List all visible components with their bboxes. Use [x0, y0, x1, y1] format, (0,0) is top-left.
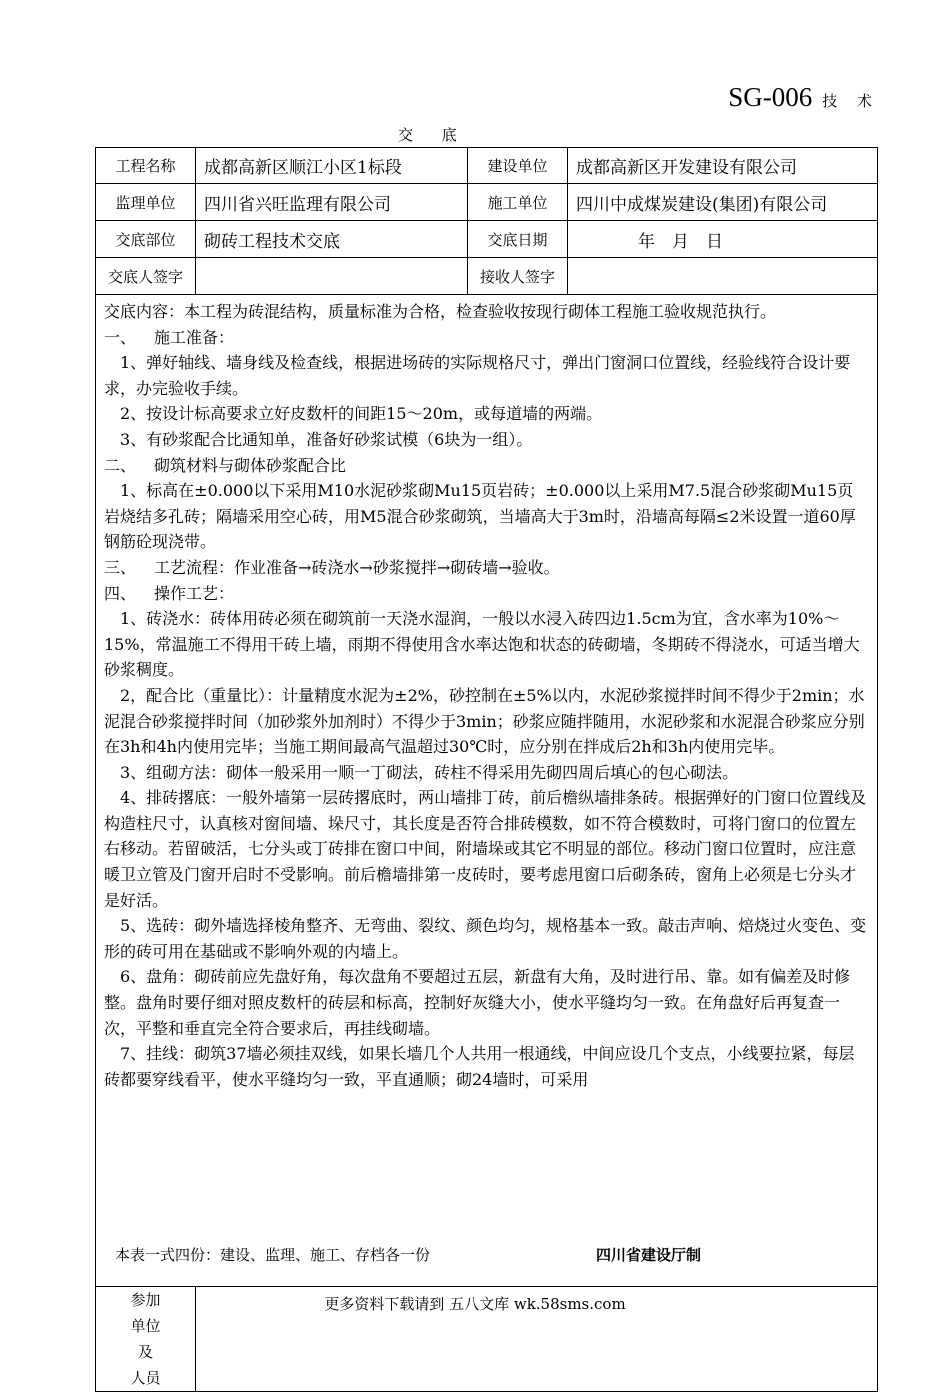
download-note: 更多资料下载请到 五八文库 wk.58sms.com	[324, 1295, 626, 1313]
participants-label-line: 参加	[130, 1291, 161, 1309]
part-value: 砌砖工程技术交底	[196, 221, 468, 258]
section-2-heading	[104, 453, 869, 479]
participants-label-line: 人员	[130, 1369, 161, 1387]
receiver-sign-field[interactable]	[568, 258, 878, 295]
section-3-title: 工艺流程：作业准备→砖浇水→砂浆搅拌→砌砖墙→验收。	[154, 557, 560, 577]
giver-sign-field[interactable]	[196, 258, 468, 295]
part-label: 交底部位	[96, 221, 196, 258]
section-4-item: 1、砖浇水：砖体用砖必须在砌筑前一天浇水湿润，一般以水浸入砖四边1.5cm为宜，含水率为10%～15%，常温施工不得用干砖上墙，雨期不得使用含水率达饱和状态的砖砌墙，冬期砖不得浇水，可适当增大砂浆稠度。	[104, 609, 860, 680]
section-1-num: 一、	[104, 327, 137, 347]
disclosure-content	[96, 295, 878, 1287]
supervisor-value: 四川省兴旺监理有限公司	[196, 184, 468, 221]
section-4-item: 3、组砌方法：砌体一般采用一顺一丁砌法，砖柱不得采用先砌四周后填心的包心砌法。	[120, 762, 739, 782]
section-4-heading	[104, 581, 869, 607]
contractor-label: 施工单位	[468, 184, 568, 221]
issuer-note: 四川省建设厅制	[596, 1246, 702, 1264]
form-title-suffix: 技 术	[822, 94, 880, 110]
disclosure-form-table	[95, 147, 878, 1392]
project-name-label: 工程名称	[96, 148, 196, 184]
date-label: 交底日期	[468, 221, 568, 258]
row-part	[96, 221, 878, 258]
receiver-sign-label: 接收人签字	[468, 258, 568, 295]
builder-label: 建设单位	[468, 148, 568, 184]
row-supervisor	[96, 184, 878, 221]
section-1-title: 施工准备：	[154, 327, 235, 347]
form-code: SG-006	[728, 82, 813, 112]
row-content	[96, 295, 878, 1287]
contractor-value: 四川中成煤炭建设(集团)有限公司	[568, 184, 878, 221]
form-code-title	[728, 82, 880, 113]
section-4-item: 4、排砖撂底：一般外墙第一层砖撂底时，两山墙排丁砖，前后檐纵墙排条砖。根据弹好的门窗口位置线及构造柱尺寸，认真核对窗间墙、垛尺寸，其长度是否符合排砖模数，如不符合模数时，可将门窗口的位置左右移动。若留破活，七分头或丁砖排在窗口中间，附墙垛或其它不明显的部位。移动门窗口位置时，应注意暖卫立管及门窗开启时不受影响。前后檐墙排第一皮砖时，要考虑甩窗口后砌条砖，窗角上必须是七分头才是好活。	[104, 788, 867, 910]
section-2-num: 二、	[104, 455, 137, 475]
section-1-item: 2、按设计标高要求立好皮数杆的间距15～20m，或每道墙的两端。	[120, 404, 603, 424]
row-project	[96, 148, 878, 184]
row-signatures	[96, 258, 878, 295]
section-3-heading	[104, 555, 869, 581]
supervisor-label: 监理单位	[96, 184, 196, 221]
section-2-title: 砌筑材料与砌体砂浆配合比	[154, 455, 347, 475]
project-name-value: 成都高新区顺江小区1标段	[196, 148, 468, 184]
date-value: 年 月 日	[568, 221, 878, 258]
section-2-item: 1、标高在±0.000以下采用M10水泥砂浆砌Mu15页岩砖；±0.000以上采用M7.5混合砂浆砌Mu15页岩烧结多孔砖；隔墙采用空心砖，用M5混合砂浆砌筑，当墙高大于3m时，沿墙高每隔≤2米设置一道60厚钢筋砼现浇带。	[104, 481, 856, 552]
builder-value: 成都高新区开发建设有限公司	[568, 148, 878, 184]
section-1-item: 1、弹好轴线、墙身线及检查线，根据进场砖的实际规格尺寸，弹出门窗洞口位置线，经验线符合设计要求，办完验收手续。	[104, 353, 851, 398]
content-intro: 交底内容：本工程为砖混结构，质量标准为合格，检查验收按现行砌体工程施工验收规范执行。	[104, 302, 777, 321]
section-4-num: 四、	[104, 583, 137, 603]
section-4-item: 6、盘角：砌砖前应先盘好角，每次盘角不要超过五层，新盘有大角，及时进行吊、靠。如有偏差及时修整。盘角时要仔细对照皮数杆的砖层和标高，控制好灰缝大小，使水平缝均匀一致。在角盘好后再复查一次，平整和垂直完全符合要求后，再挂线砌墙。	[104, 967, 851, 1038]
section-4-item: 7、挂线：砌筑37墙必须挂双线，如果长墙几个人共用一根通线，中间应设几个支点，小线要拉紧，每层砖都要穿线看平，使水平缝均匀一致，平直通顺；砌24墙时，可采用	[104, 1044, 855, 1089]
section-4-item: 2，配合比（重量比）：计量精度水泥为±2%，砂控制在±5%以内，水泥砂浆搅拌时间不得少于2min；水泥混合砂浆搅拌时间（加砂浆外加剂时）不得少于3min；砂浆应随拌随用，水泥砂浆和水泥混合砂浆应分别在3h和4h内使用完毕；当施工期间最高气温超过30℃时，应分别在拌成后2h和3h内使用完毕。	[104, 685, 865, 757]
participants-label-line: 及	[137, 1343, 153, 1361]
section-1-item: 3、有砂浆配合比通知单，准备好砂浆试模（6块为一组）。	[120, 429, 533, 449]
participants-label-line: 单位	[130, 1317, 161, 1335]
section-3-num: 三、	[104, 557, 137, 577]
section-1-heading	[104, 325, 869, 351]
giver-sign-label: 交底人签字	[96, 258, 196, 295]
copies-note: 本表一式四份：建设、监理、施工、存档各一份	[115, 1246, 431, 1264]
form-title-prefix: 交 底	[398, 126, 469, 144]
section-4-title: 操作工艺：	[154, 583, 235, 603]
section-4-item: 5、选砖：砌外墙选择棱角整齐、无弯曲、裂纹、颜色均匀，规格基本一致。敲击声响、焙烧过火变色、变形的砖可用在基础或不影响外观的内墙上。	[104, 916, 867, 961]
